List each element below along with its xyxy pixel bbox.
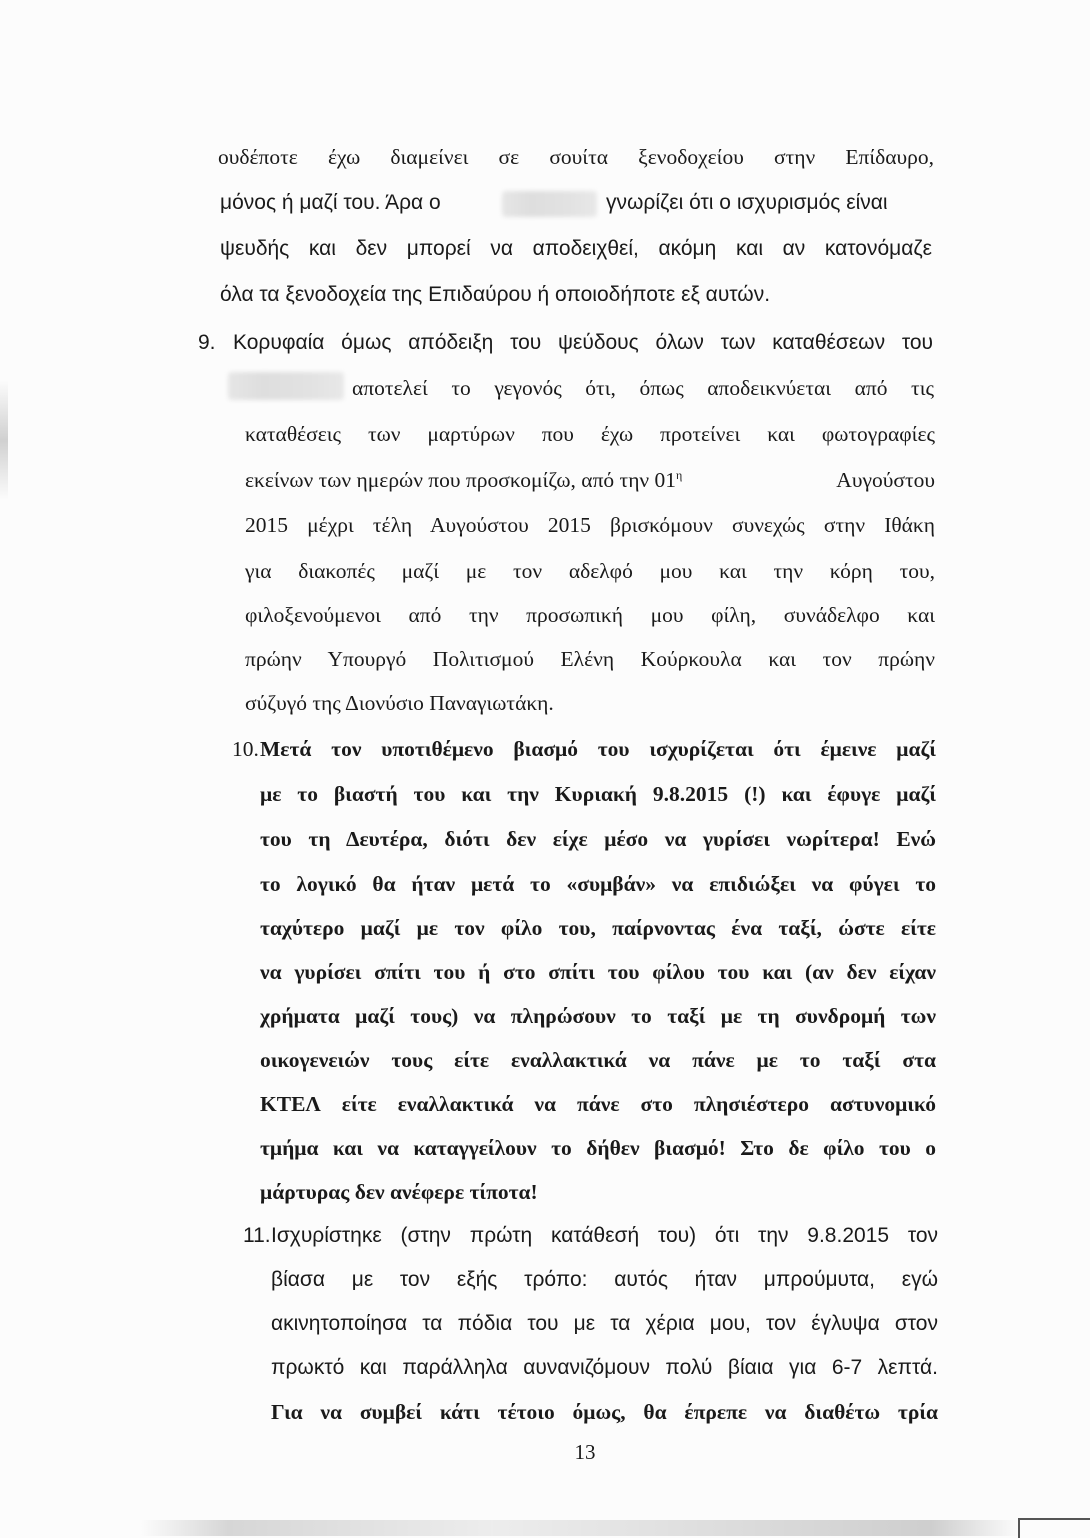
text-line: ακινητοποίησα τα πόδια του με τα χέρια μου, τον έγλυψα στον bbox=[271, 1312, 938, 1335]
scan-shadow-left bbox=[0, 380, 8, 500]
text-line: πρώην Υπουργό Πολιτισμού Ελένη Κούρκουλα και τον πρώην bbox=[245, 647, 935, 671]
text-line: του τη Δευτέρα, διότι δεν είχε μέσο να γυρίσει νωρίτερα! Ενώ bbox=[260, 827, 936, 851]
text-line: ΚΤΕΛ είτε εναλλακτικά να πάνε στο πλησιέστερο αστυνομικό bbox=[260, 1092, 936, 1116]
text-line: τμήμα και να καταγγείλουν το δήθεν βιασμό! Στο δε φίλο του ο bbox=[260, 1136, 936, 1160]
text-line: αποτελεί το γεγονός ότι, όπως αποδεικνύεται από τις bbox=[352, 376, 934, 400]
list-number: 9. bbox=[198, 331, 216, 354]
text-line: με το βιαστή του και την Κυριακή 9.8.2015 (!) και έφυγε μαζί bbox=[260, 782, 936, 806]
text-line bbox=[245, 466, 935, 494]
text-line: Ισχυρίστηκε (στην πρώτη κατάθεσή του) ότι την 9.8.2015 τον bbox=[271, 1224, 938, 1247]
text-line: καταθέσεις των μαρτύρων που έχω προτείνει και φωτογραφίες bbox=[245, 422, 935, 446]
text-line: γνωρίζει ότι ο ισχυρισμός είναι bbox=[606, 191, 888, 214]
text-line: ουδέποτε έχω διαμείνει σε σουίτα ξενοδοχείου στην Επίδαυρο, bbox=[218, 145, 934, 169]
text-line: το λογικό θα ήταν μετά το «συμβάν» να επιδιώξει να φύγει το bbox=[260, 872, 936, 896]
text-line: φιλοξενούμενοι από την προσωπική μου φίλη, συνάδελφο και bbox=[245, 603, 935, 627]
text-line: να γυρίσει σπίτι του ή στο σπίτι του φίλου του και (αν δεν είχαν bbox=[260, 960, 936, 984]
scan-shadow-bottom bbox=[140, 1520, 1020, 1536]
scan-corner-mark bbox=[1018, 1518, 1090, 1538]
text-line: Για να συμβεί κάτι τέτοιο όμως, θα έπρεπε να διαθέτω τρία bbox=[271, 1400, 938, 1424]
redaction-blur bbox=[502, 191, 597, 217]
text-line: για διακοπές μαζί με τον αδελφό μου και την κόρη του, bbox=[245, 559, 935, 583]
text-line: βίασα με τον εξής τρόπο: αυτός ήταν μπρούμυτα, εγώ bbox=[271, 1268, 938, 1291]
text-line: 2015 μέχρι τέλη Αυγούστου 2015 βρισκόμουν συνεχώς στην Ιθάκη bbox=[245, 513, 935, 537]
text-line: χρήματα μαζί τους) να πληρώσουν το ταξί με τη συνδρομή των bbox=[260, 1004, 936, 1028]
redaction-blur bbox=[228, 372, 344, 400]
text-line: σύζυγό της Διονύσιο Παναγιωτάκη. bbox=[245, 691, 554, 715]
text-line: μόνος ή μαζί του. Άρα ο bbox=[220, 191, 441, 214]
page-number: 13 bbox=[574, 1440, 596, 1464]
text-line: όλα τα ξενοδοχεία της Επιδαύρου ή οποιοδήποτε εξ αυτών. bbox=[220, 283, 771, 306]
text-fragment: Αυγούστου bbox=[836, 468, 935, 492]
text-line: ψευδής και δεν μπορεί να αποδειχθεί, ακόμη και αν κατονόμαζε bbox=[220, 237, 932, 260]
text-line: μάρτυρας δεν ανέφερε τίποτα! bbox=[260, 1180, 538, 1204]
list-number: 10. bbox=[232, 737, 259, 761]
text-line: πρωκτό και παράλληλα αυνανιζόμουν πολύ βίαια για 6-7 λεπτά. bbox=[271, 1356, 938, 1379]
text-line: Κορυφαία όμως απόδειξη του ψεύδους όλων των καταθέσεων του bbox=[233, 331, 933, 354]
text-fragment: εκείνων των ημερών που προσκομίζω, από την $01^\eta$ bbox=[245, 467, 683, 492]
text-line: ταχύτερο μαζί με τον φίλο του, παίρνοντας ένα ταξί, ώστε είτε bbox=[260, 916, 936, 940]
text-line: Μετά τον υποτιθέμενο βιασμό του ισχυρίζεται ότι έμεινε μαζί bbox=[260, 737, 936, 761]
list-number: 11. bbox=[243, 1224, 271, 1247]
text-line: οικογενειών τους είτε εναλλακτικά να πάνε με το ταξί στα bbox=[260, 1048, 936, 1072]
